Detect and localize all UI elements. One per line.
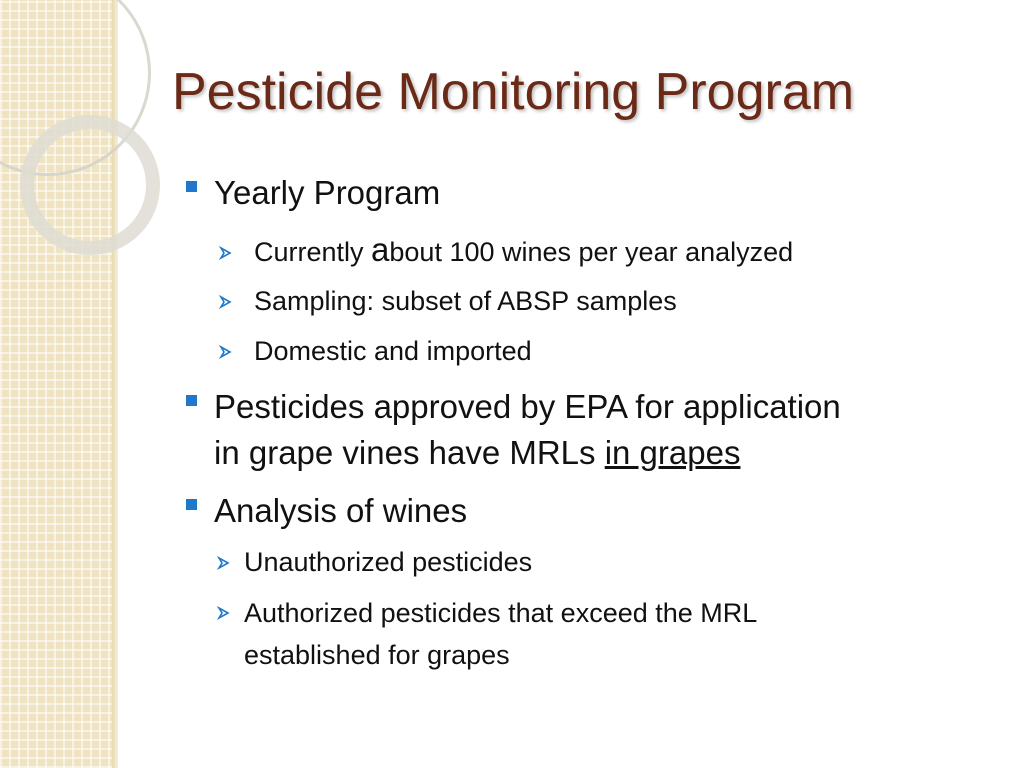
bullet-line: Pesticides approved by EPA for application	[214, 388, 841, 425]
bullet-yearly-program: Yearly Program	[214, 174, 441, 211]
underlined-text: in grapes	[604, 434, 741, 471]
sub-bullet-currently	[254, 230, 793, 272]
bullet-square-icon	[186, 395, 197, 406]
sub-bullet-authorized	[244, 592, 757, 676]
arrow-bullet-icon	[218, 294, 234, 310]
arrow-bullet-icon	[218, 245, 234, 261]
sub-bullet-text: a	[371, 231, 390, 268]
arrow-bullet-icon	[218, 344, 234, 360]
bullet-text: in grape vines have MRLs	[214, 434, 605, 471]
sub-bullet-line: Authorized pesticides that exceed the MRL	[244, 598, 758, 628]
bullet-line	[214, 430, 841, 476]
bullet-square-icon	[186, 181, 197, 192]
bullet-analysis-of-wines: Analysis of wines	[214, 492, 468, 529]
sub-bullet-unauthorized: Unauthorized pesticides	[244, 547, 533, 577]
arrow-bullet-icon	[216, 605, 232, 621]
sub-bullet-domestic: Domestic and imported	[254, 336, 532, 366]
sub-bullet-text: bout 100 wines per year analyzed	[389, 237, 794, 267]
bullet-pesticides-approved	[214, 384, 841, 476]
slide-title: Pesticide Monitoring Program	[172, 63, 855, 121]
sub-bullet-sampling: Sampling: subset of ABSP samples	[254, 286, 677, 316]
sub-bullet-line: established for grapes	[244, 640, 510, 670]
bullet-square-icon	[186, 499, 197, 510]
sub-bullet-text: Currently	[254, 237, 372, 267]
arrow-bullet-icon	[216, 555, 232, 571]
